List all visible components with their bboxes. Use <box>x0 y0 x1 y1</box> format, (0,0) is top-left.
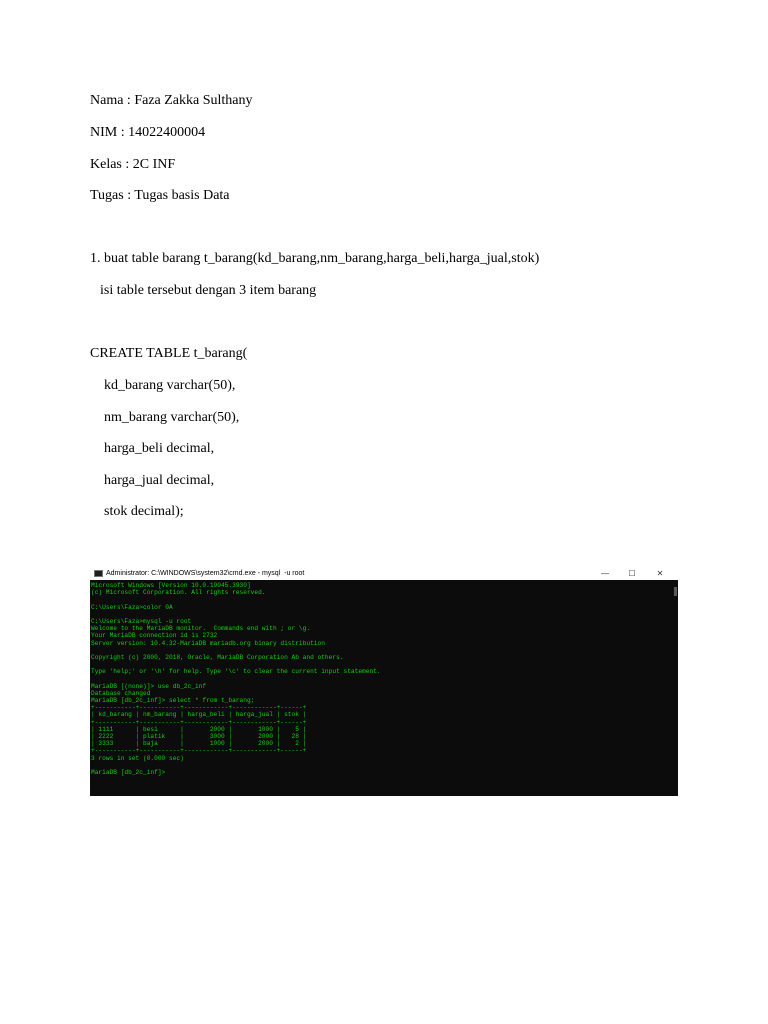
terminal-output <box>91 582 671 776</box>
terminal-scrollbar <box>673 580 678 796</box>
student-class: Kelas : 2C INF <box>90 157 176 172</box>
terminal-line: Server version: 10.4.32-MariaDB mariadb.org binary distribution <box>91 639 325 647</box>
terminal-line <box>91 675 671 682</box>
terminal-line: (c) Microsoft Corporation. All rights reserved. <box>91 589 266 597</box>
table-row: | 3333 | baja | 1000 | 2000 | 2 | <box>91 740 307 748</box>
student-name: Nama : Faza Zakka Sulthany <box>90 93 253 108</box>
table-border-line: +-----------+-----------+------------+------------+------+ <box>91 704 307 712</box>
terminal-line <box>91 661 671 668</box>
sql-column-line: stok decimal); <box>104 504 184 519</box>
terminal-title: Administrator: C:\WINDOWS\system32\cmd.exe - mysql -u root <box>106 570 305 577</box>
terminal-titlebar <box>90 567 678 580</box>
minimize-icon: — <box>601 569 609 578</box>
terminal-line: Microsoft Windows [Version 10.0.19045.3930] <box>91 582 251 589</box>
terminal-line: MariaDB [(none)]> use db_2c_inf <box>91 682 207 690</box>
close-icon: ✕ <box>656 569 664 578</box>
question-text: 1. buat table barang t_barang(kd_barang,nm_barang,harga_beli,harga_jual,stok) <box>90 251 540 266</box>
table-header-row: | kd_barang | nm_barang | harga_beli | harga_jual | stok | <box>91 711 307 719</box>
sql-column-line: nm_barang varchar(50), <box>104 410 240 425</box>
table-row: | 2222 | platik | 3000 | 2000 | 28 | <box>91 732 307 740</box>
question-subtext: isi table tersebut dengan 3 item barang <box>100 283 317 298</box>
terminal-line <box>91 596 671 603</box>
terminal-line: C:\Users\Faza>mysql -u root <box>91 617 192 625</box>
terminal-line: Welcome to the MariaDB monitor. Commands end with ; or \g. <box>91 625 311 633</box>
sql-create-statement: CREATE TABLE t_barang( <box>90 346 248 361</box>
sql-column-line: harga_beli decimal, <box>104 441 215 456</box>
terminal-line: C:\Users\Faza>color 0A <box>91 603 173 611</box>
cmd-icon <box>94 570 103 577</box>
terminal-line: Your MariaDB connection id is 2732 <box>91 632 218 640</box>
table-border-line: +-----------+-----------+------------+------------+------+ <box>91 718 307 726</box>
terminal-line: Type 'help;' or '\h' for help. Type '\c' to clear the current input statement. <box>91 668 381 676</box>
terminal-screenshot <box>90 567 678 796</box>
terminal-prompt: MariaDB [db_2c_inf]> <box>91 768 166 776</box>
student-nim: NIM : 14022400004 <box>90 125 206 140</box>
terminal-line <box>91 647 671 654</box>
assignment-title: Tugas : Tugas basis Data <box>90 188 230 203</box>
terminal-line <box>91 762 671 769</box>
maximize-icon: ☐ <box>628 569 636 578</box>
scrollbar-thumb <box>674 587 677 596</box>
sql-column-line: kd_barang varchar(50), <box>104 378 236 393</box>
table-border-line: +-----------+-----------+------------+------------+------+ <box>91 747 307 755</box>
terminal-line: MariaDB [db_2c_inf]> select * from t_barang; <box>91 697 255 704</box>
terminal-line: 3 rows in set (0.000 sec) <box>91 754 184 762</box>
terminal-line <box>91 611 671 618</box>
table-row: | 1111 | besi | 2000 | 1000 | 5 | <box>91 725 307 733</box>
sql-column-line: harga_jual decimal, <box>104 473 215 488</box>
terminal-line: Database changed <box>91 689 151 697</box>
terminal-line: Copyright (c) 2000, 2018, Oracle, MariaDB Corporation Ab and others. <box>91 653 344 661</box>
